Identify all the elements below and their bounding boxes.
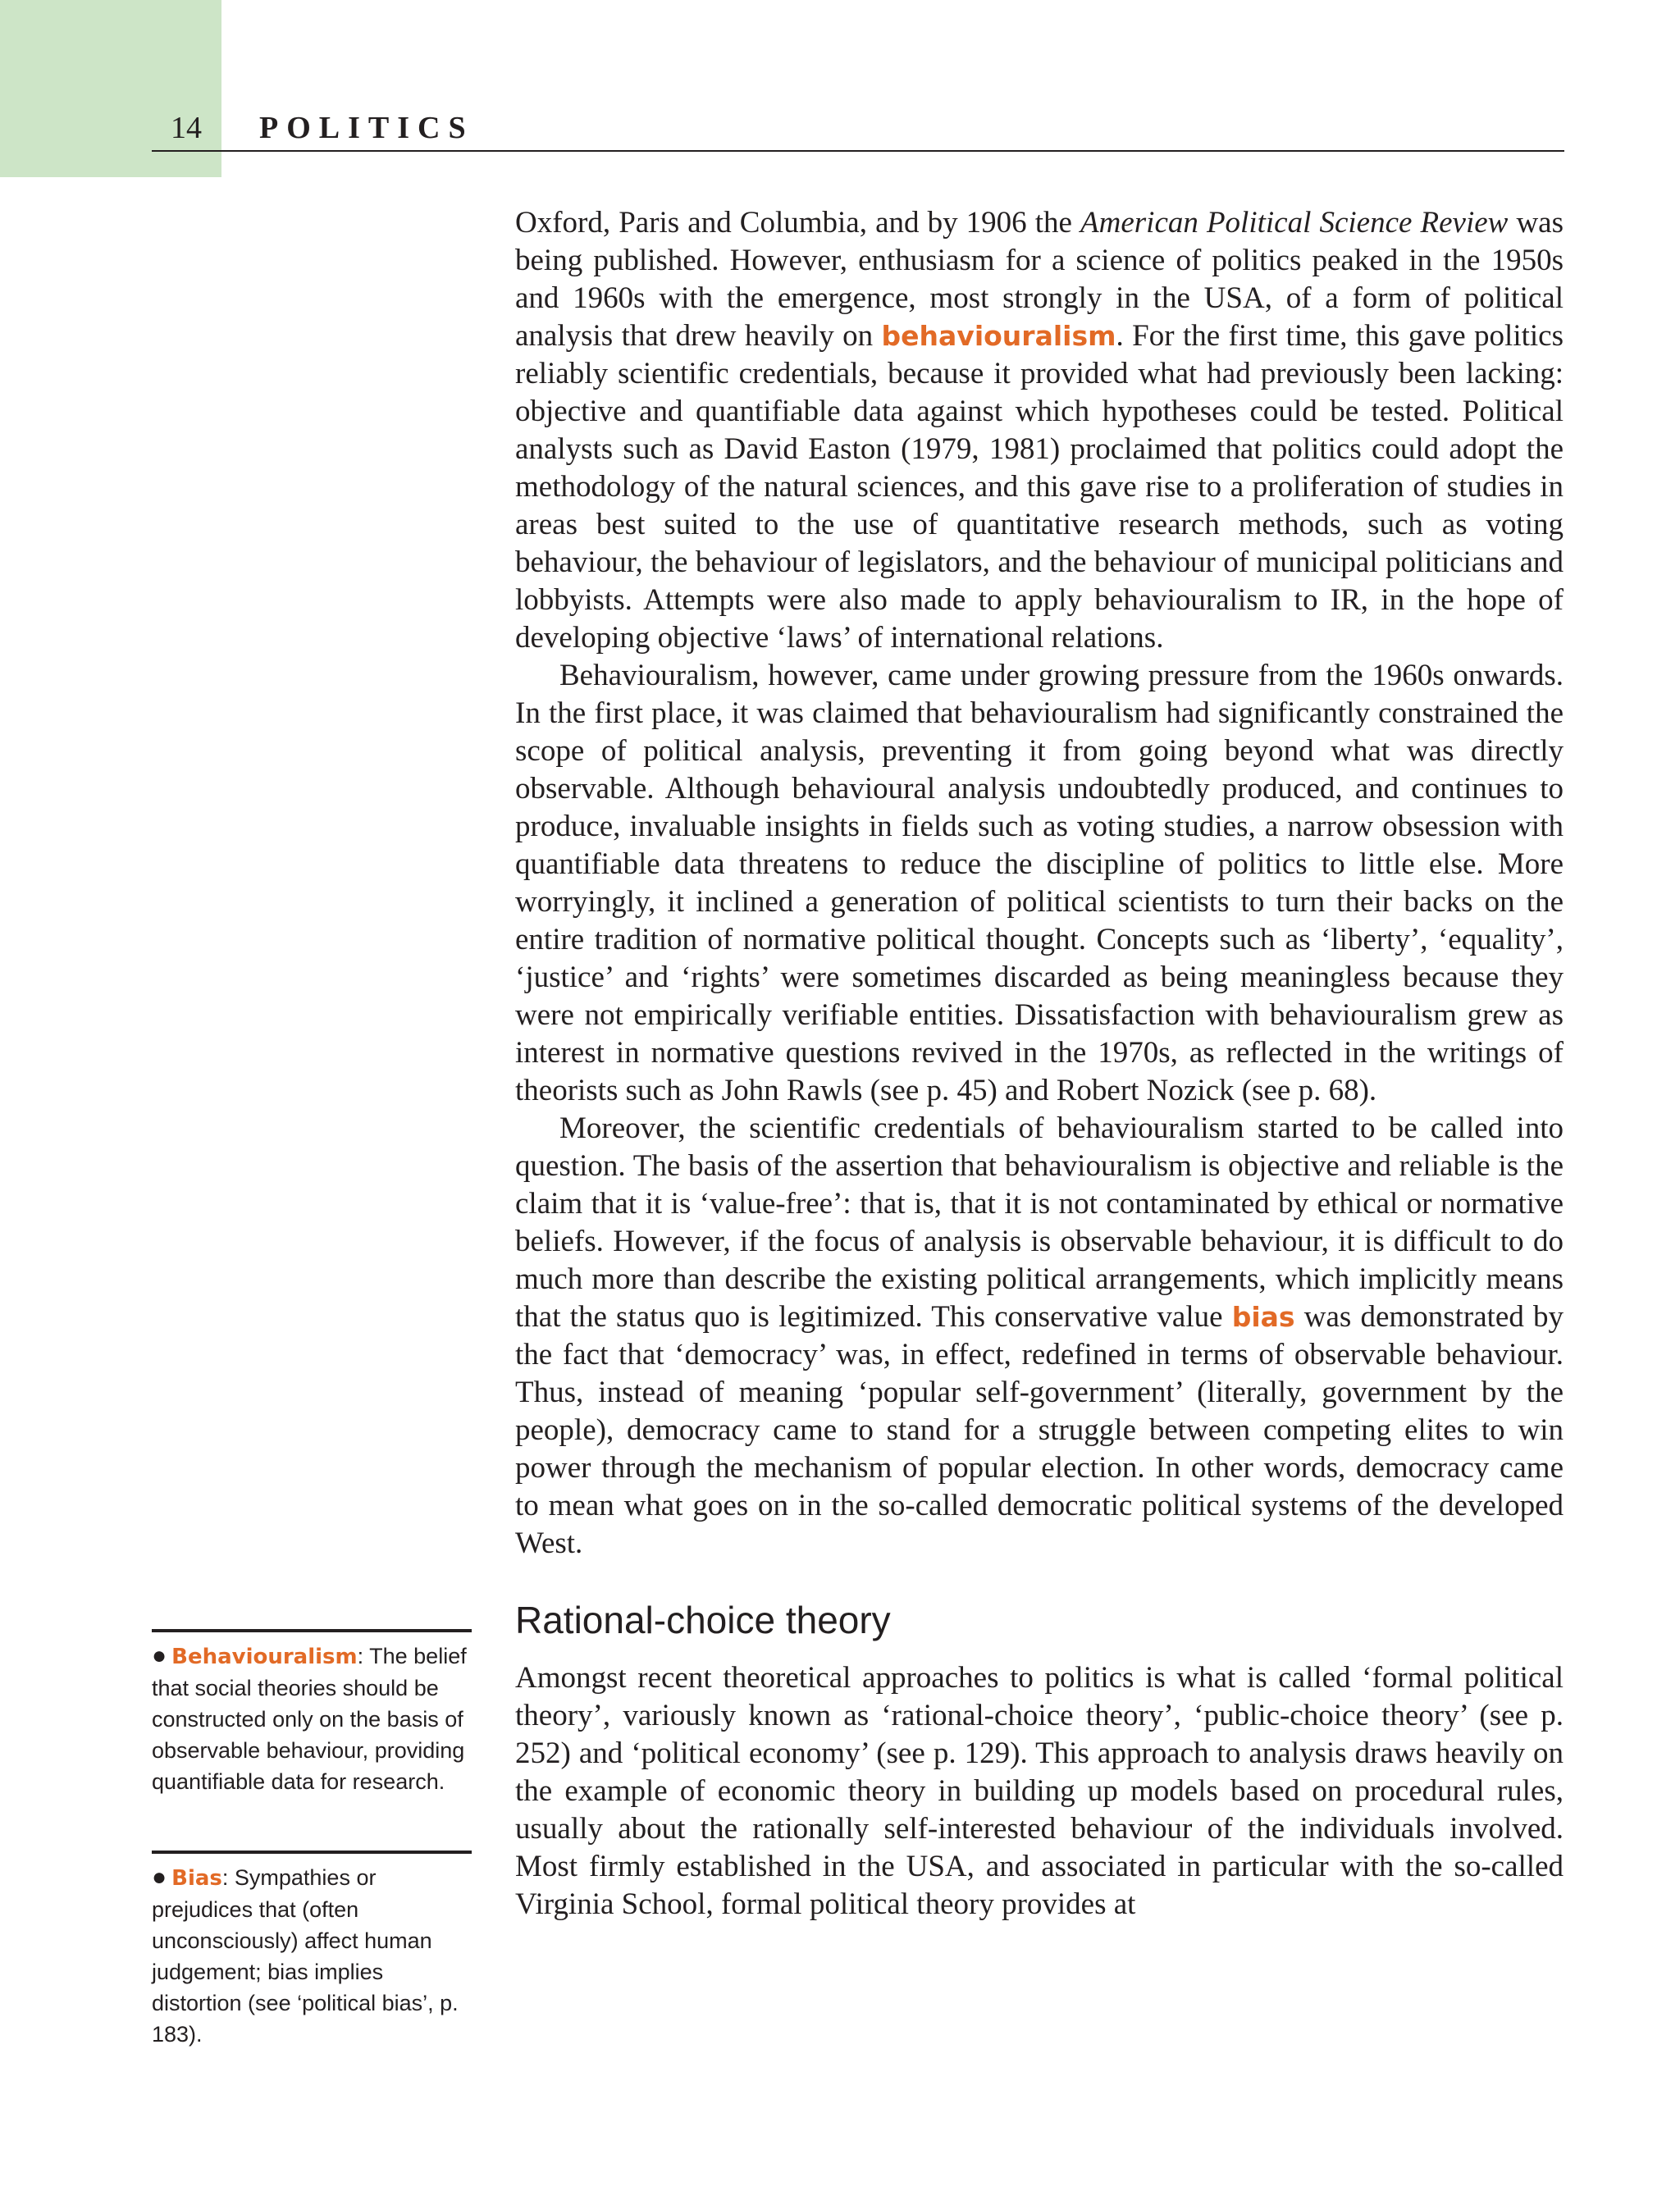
margin-note-rule: [152, 1629, 472, 1632]
margin-note-term: Bias: [171, 1866, 222, 1891]
margin-note-term: Behaviouralism: [171, 1645, 358, 1669]
margin-note-bias: [152, 1851, 472, 2050]
bullet-icon: ●: [152, 1642, 167, 1669]
paragraph-1: [515, 204, 1564, 657]
paragraph-1-text-b: was being published. However, enthusiasm for a science of politics peaked in the 1950s and 1960s with the emergence, most strongly in the USA, of a form of political analysis that drew heavily on: [515, 206, 1564, 353]
key-term-bias: bias: [1231, 1301, 1295, 1333]
paragraph-3: [515, 1110, 1564, 1563]
page-number: 14: [171, 111, 202, 145]
paragraph-4: Amongst recent theoretical approaches to politics is what is called ‘formal political theory’, variously known as ‘rational-choice theory’, ‘public-choice theory’ (see p. 252) and ‘political economy’ (see p. 129). This approach to analysis draws heavily on the example of economic theory in building up models based on procedural rules, usually about the rationally self-interested behaviour of the individuals involved. Most firmly established in the USA, and associated in particular with the so-called Virginia School, formal political theory provides at: [515, 1661, 1564, 1921]
paragraph-3-text-b: was demonstrated by the fact that ‘democracy’ was, in effect, redefined in terms of observable behaviour. Thus, instead of meaning ‘popular self-government’ (literally, government by the people), democracy came to stand for a struggle between competing elites to win power through the mechanism of popular election. In other words, democracy came to mean what goes on in the so-called democratic political systems of the developed West.: [515, 1300, 1564, 1560]
paragraph-3-text-a: Moreover, the scientific credentials of behaviouralism started to be called into question. The basis of the assertion that behaviouralism is objective and reliable is the claim that it is ‘value-free’: that is, that it is not contaminated by ethical or normative beliefs. However, if the focus of analysis is observable behaviour, it is difficult to do much more than describe the existing political arrangements, which implicitly means that the status quo is legitimized. This conservative value: [515, 1111, 1564, 1334]
paragraph-1-text-a: Oxford, Paris and Columbia, and by 1906 the: [515, 206, 1081, 240]
margin-note-definition: : The belief that social theories should be constructed only on the basis of observable behaviour, providing quantifiable data for research.: [152, 1644, 467, 1794]
paragraph-1-text-c: . For the first time, this gave politics reliably scientific credentials, because it provided what had previously been lacking: objective and quantifiable data against which hypotheses could be tested. Political analysts such as David Easton (1979, 1981) proclaimed that politics could adopt the methodology of the natural sciences, and this gave rise to a proliferation of studies in areas best suited to the use of quantitative research methods, such as voting behaviour, the behaviour of legislators, and the behaviour of municipal politicians and lobbyists. Attempts were also made to apply behaviouralism to IR, in the hope of developing objective ‘laws’ of international relations.: [515, 319, 1564, 655]
margin-note-definition: : Sympathies or prejudices that (often unconsciously) affect human judgement; bias implies distortion (see ‘political bias’, p. 183).: [152, 1865, 459, 2047]
running-head: POLITICS: [259, 111, 474, 145]
section-heading: Rational-choice theory: [515, 1599, 891, 1641]
bullet-icon: ●: [152, 1864, 167, 1891]
margin-note-rule: [152, 1851, 472, 1854]
main-body-text: [515, 204, 1564, 1924]
key-term-behaviouralism: behaviouralism: [881, 320, 1116, 352]
header-rule: [152, 150, 1564, 152]
journal-title: American Political Science Review: [1080, 206, 1509, 240]
margin-note-behaviouralism: [152, 1629, 472, 1797]
paragraph-2: Behaviouralism, however, came under growing pressure from the 1960s onwards. In the first place, it was claimed that behaviouralism had significantly constrained the scope of political analysis, preventing it from going beyond what was directly observable. Although behavioural analysis undoubtedly produced, and continues to produce, invaluable insights in fields such as voting studies, a narrow obsession with quantifiable data threatens to reduce the discipline of politics to little else. More worryingly, it inclined a generation of political scientists to turn their backs on the entire tradition of normative political thought. Concepts such as ‘liberty’, ‘equality’, ‘justice’ and ‘rights’ were sometimes discarded as being meaningless because they were not empirically verifiable entities. Dissatisfaction with behaviouralism grew as interest in normative questions revived in the 1970s, as reflected in the writings of theorists such as John Rawls (see p. 45) and Robert Nozick (see p. 68).: [515, 659, 1564, 1107]
